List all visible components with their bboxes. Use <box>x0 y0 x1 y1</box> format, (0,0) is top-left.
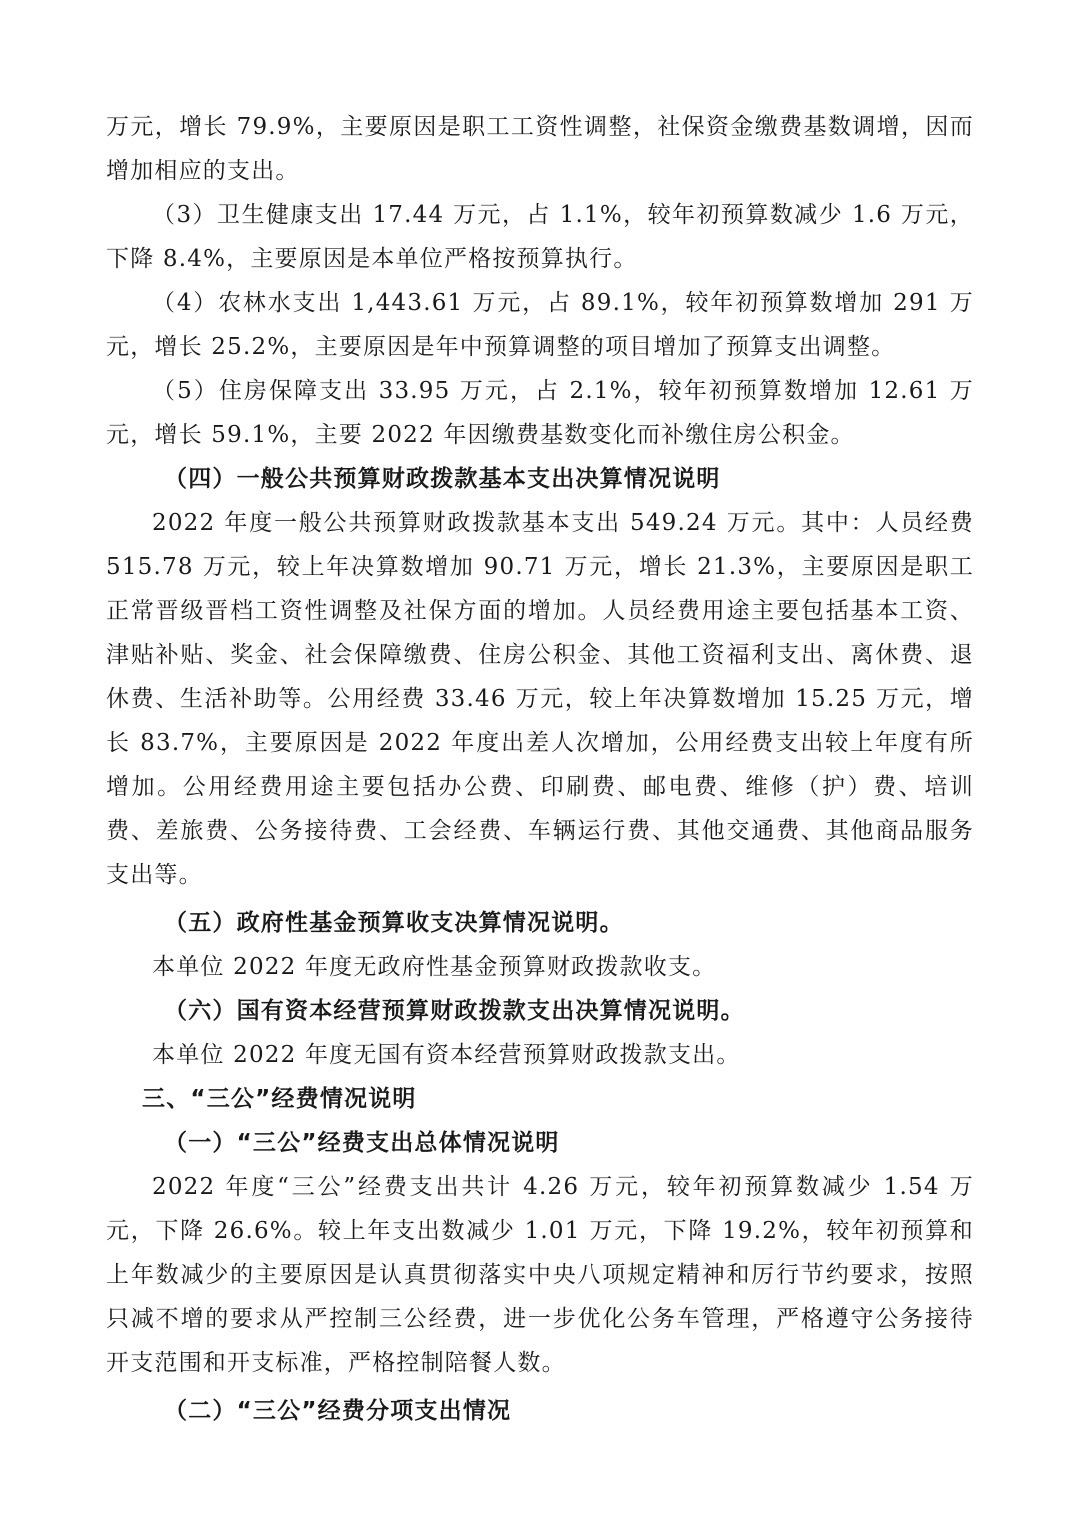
paragraph-housing-expense: （5）住房保障支出 33.95 万元，占 2.1%，较年初预算数增加 12.61 万元，增长 59.1%，主要 2022 年因缴费基数变化而补缴住房公积金。 <box>106 378 974 448</box>
paragraph-basic-expenditure: 2022 年度一般公共预算财政拨款基本支出 549.24 万元。其中：人员经费 515.78 万元，较上年决算数增加 90.71 万元，增长 21.3%，主要原因是职工正常晋级晋档工资性调整及社保方面的增加。人员经费用途主要包括基本工资、津贴补贴、奖金、社会保障缴费、住房公积金、其他工资福利支出、离休费、退休费、生活补助等。公用经费 33.46 万元，较上年决算数增加 15.25 万元，增长 83.7%，主要原因是 2022 年度出差人次增加，公用经费支出较上年度有所增加。公用经费用途主要包括办公费、印刷费、邮电费、维修（护）费、培训费、差旅费、公务接待费、工会经费、车辆运行费、其他交通费、其他商品服务支出等。 <box>106 510 974 888</box>
paragraph-agriculture-expense: （4）农林水支出 1,443.61 万元，占 89.1%，较年初预算数增加 291 万元，增长 25.2%，主要原因是年中预算调整的项目增加了预算支出调整。 <box>106 290 974 360</box>
paragraph-health-expense: （3）卫生健康支出 17.44 万元，占 1.1%，较年初预算数减少 1.6 万元，下降 8.4%，主要原因是本单位严格按预算执行。 <box>106 202 974 272</box>
document-body <box>106 105 974 1433</box>
section-three-public-expenses: 三、“三公”经费情况说明 <box>142 1086 417 1112</box>
paragraph-three-public-overall: 2022 年度“三公”经费支出共计 4.26 万元，较年初预算数减少 1.54 万元，下降 26.6%。较上年支出数减少 1.01 万元，下降 19.2%，较年初预算和上年数减少的主要原因是认真贯彻落实中央八项规定精神和厉行节约要求，按照只减不增的要求从严控制三公经费，进一步优化公务车管理，严格遵守公务接待开支范围和开支标准，严格控制陪餐人数。 <box>106 1174 974 1376</box>
heading-government-fund: （五）政府性基金预算收支决算情况说明。 <box>164 910 624 936</box>
paragraph-government-fund: 本单位 2022 年度无政府性基金预算财政拨款收支。 <box>152 954 717 980</box>
heading-three-public-overall: （一）“三公”经费支出总体情况说明 <box>164 1130 560 1156</box>
paragraph-state-capital: 本单位 2022 年度无国有资本经营预算财政拨款支出。 <box>152 1042 741 1068</box>
heading-three-public-itemized: （二）“三公”经费分项支出情况 <box>164 1398 512 1424</box>
heading-state-capital: （六）国有资本经营预算财政拨款支出决算情况说明。 <box>164 998 745 1024</box>
heading-basic-expenditure: （四）一般公共预算财政拨款基本支出决算情况说明 <box>164 466 721 492</box>
paragraph-continuation: 万元，增长 79.9%，主要原因是职工工资性调整，社保资金缴费基数调增，因而增加相应的支出。 <box>106 114 974 184</box>
